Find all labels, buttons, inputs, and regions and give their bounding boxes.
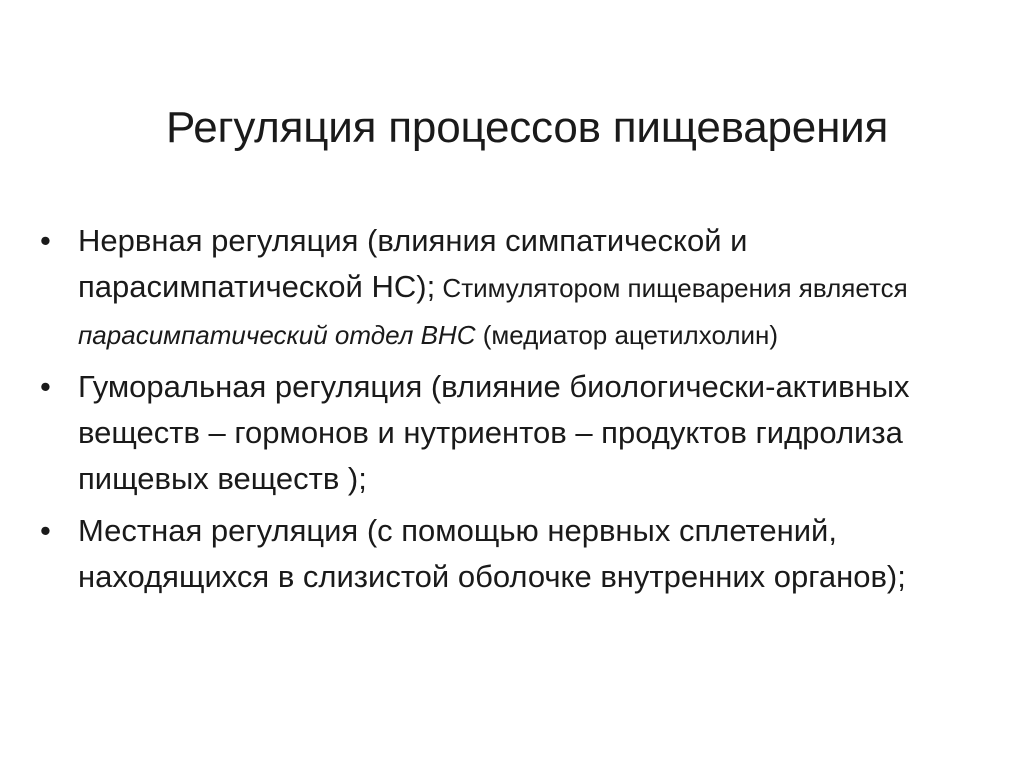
slide-title: Регуляция процессов пищеварения [166,103,889,152]
bullet-text: Гуморальная регуляция (влияние биологически-активных веществ – гормонов и нутриентов – продуктов гидролиза пищевых веществ ); [78,369,910,496]
bullet-italic-text: парасимпатический отдел ВНС [78,320,476,350]
bullet-small-text: Стимулятором пищеварения является [435,273,908,303]
bullet-local-regulation [40,508,940,600]
bullet-text: Местная регуляция (с помощью нервных сплетений, находящихся в слизистой оболочке внутренних органов); [78,513,906,594]
bullet-nervous-regulation [40,218,940,358]
bullet-marker: • [40,513,51,548]
bullet-humoral-regulation [40,364,940,502]
bullet-marker: • [40,223,51,258]
bullet-list [40,218,940,606]
bullet-marker: • [40,369,51,404]
bullet-small-suffix: (медиатор ацетилхолин) [475,320,779,350]
bullet-lead-text: Нервная регуляция (влияния симпатической и парасимпатической НС); [78,223,748,304]
